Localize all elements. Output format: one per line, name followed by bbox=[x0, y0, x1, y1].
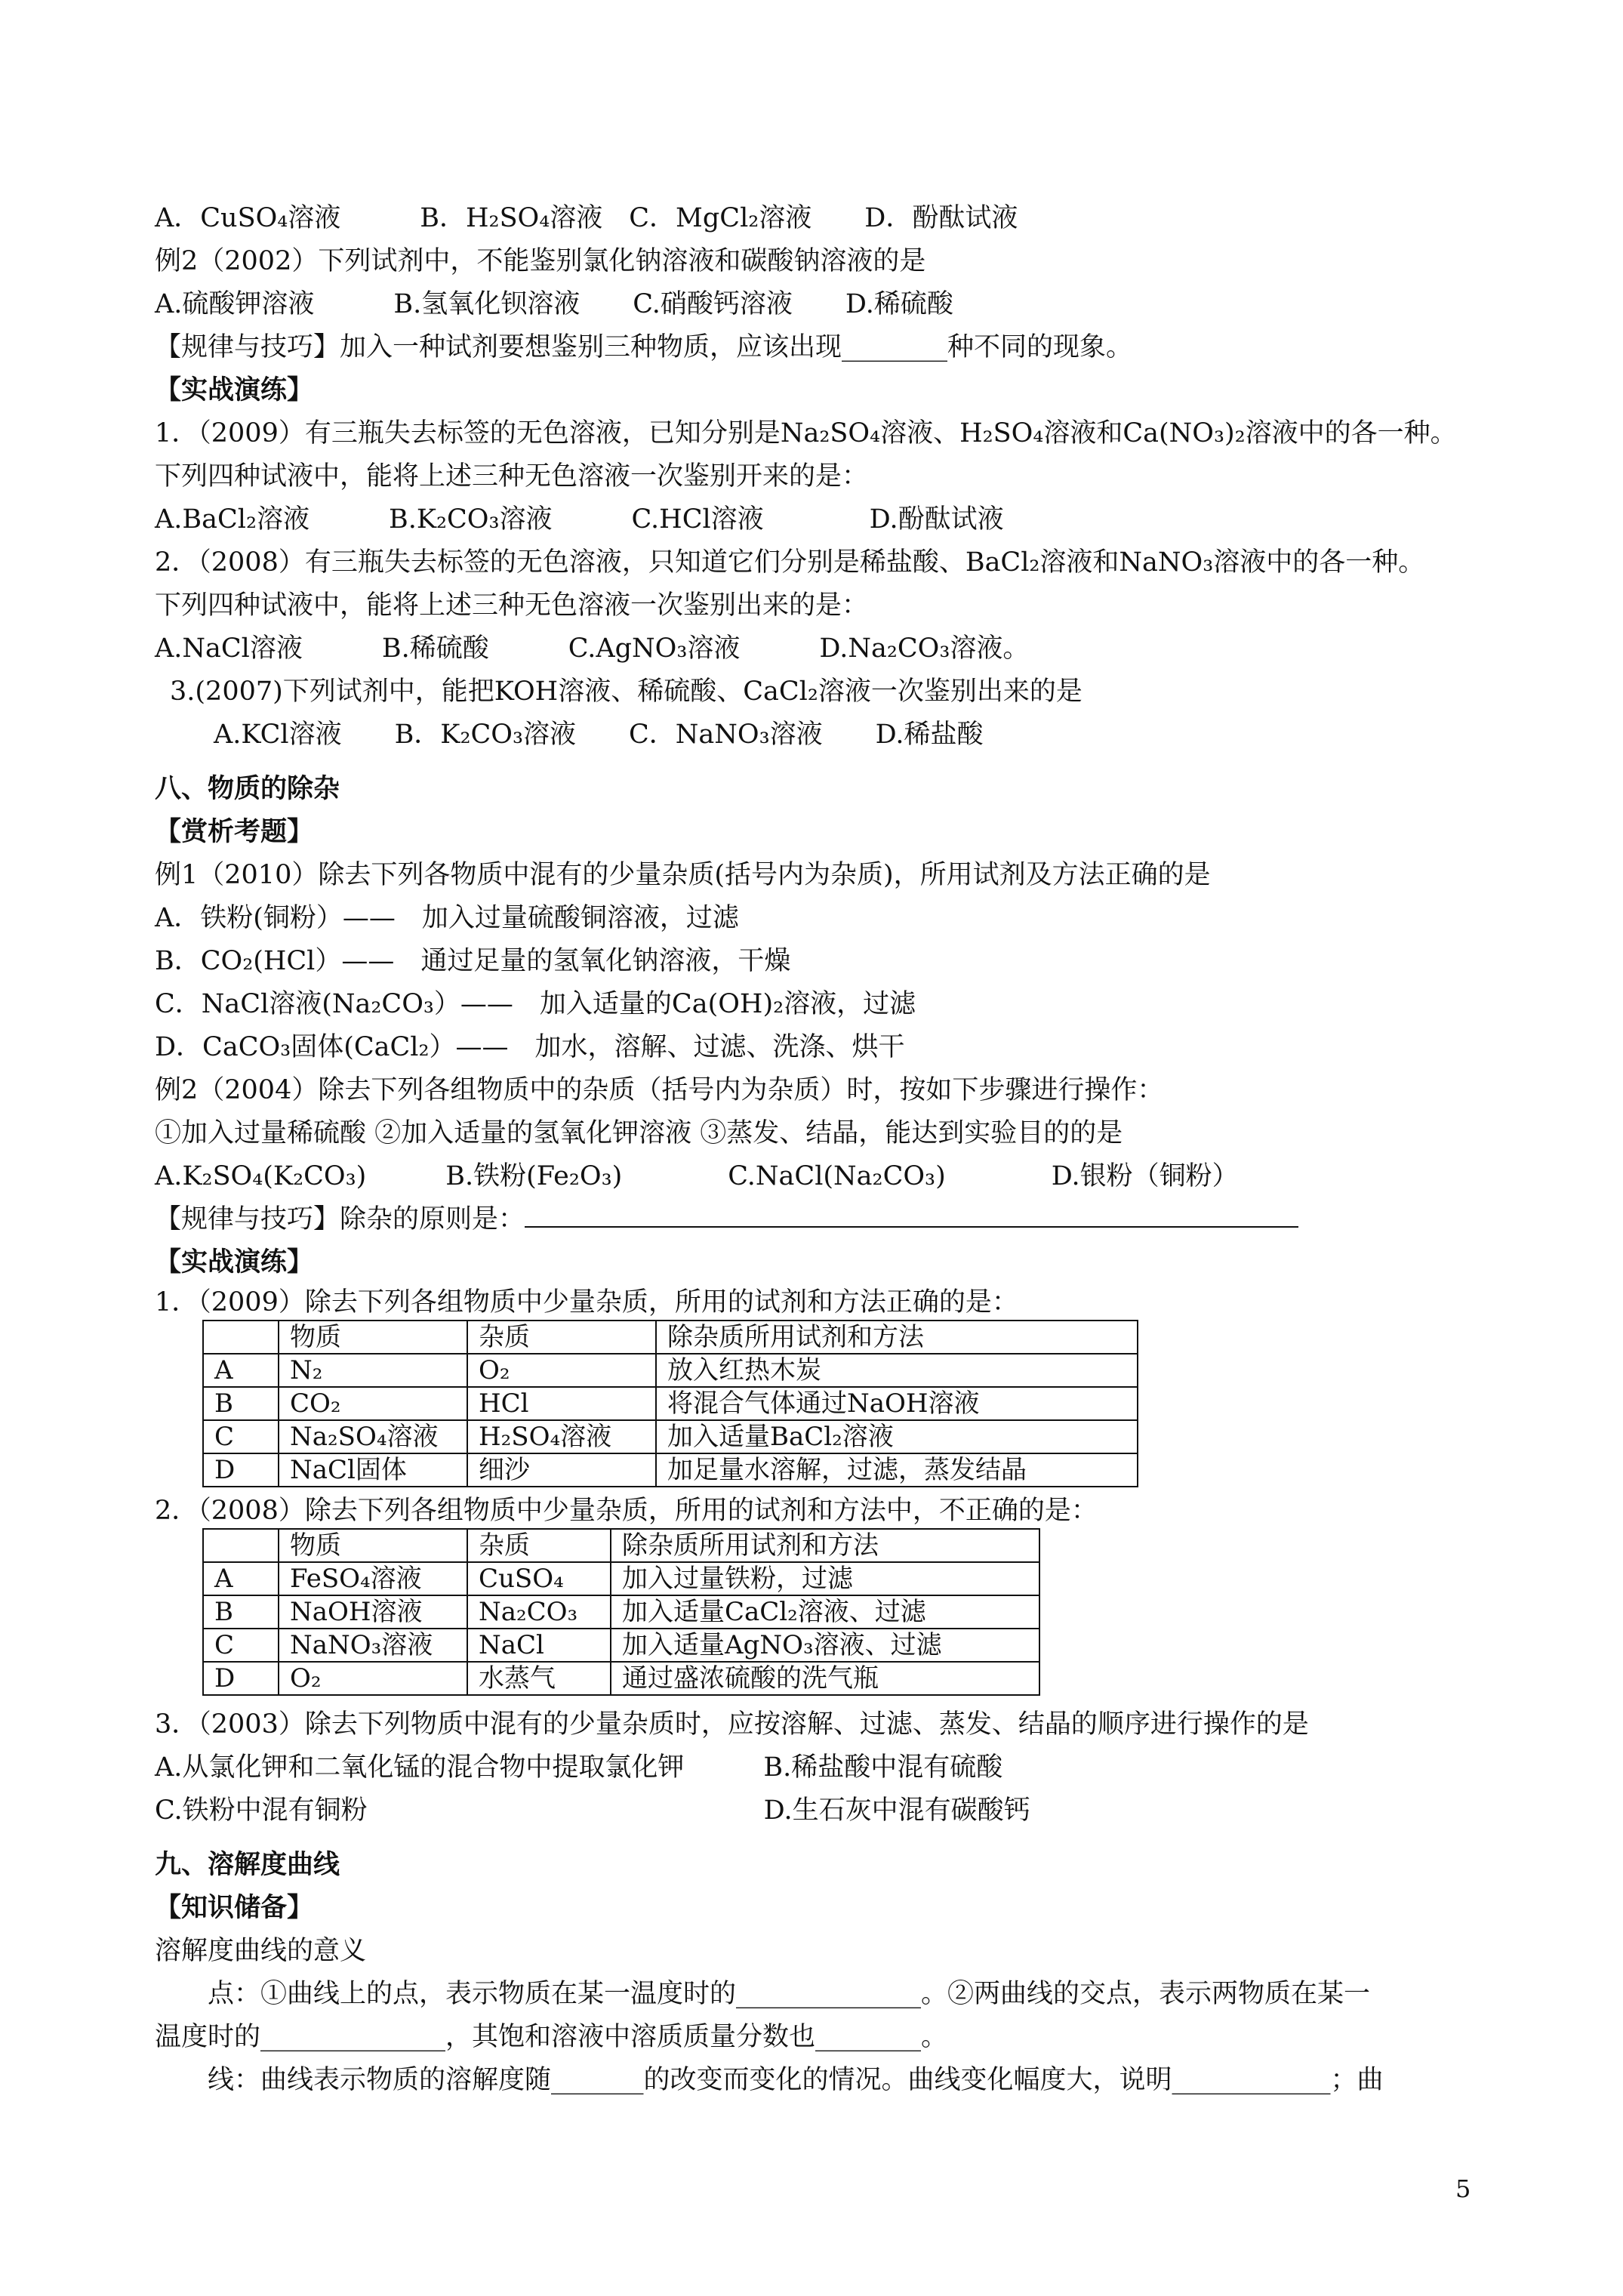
table-row bbox=[203, 1595, 1039, 1629]
table-cell: O₂ bbox=[467, 1354, 656, 1387]
table-row bbox=[203, 1629, 1039, 1662]
option-line: A.K₂SO₄(K₂CO₃) B.铁粉(Fe₂O₃) C.NaCl(Na₂CO₃) D.银粉（铜粉） bbox=[155, 1161, 1239, 1191]
option-line: A.从氯化钾和二氧化锰的混合物中提取氯化钾 B.稀盐酸中混有硫酸 bbox=[155, 1752, 1003, 1783]
table-cell: N₂ bbox=[279, 1354, 467, 1387]
question-line: 2．（2008）除去下列各组物质中少量杂质，所用的试剂和方法中，不正确的是： bbox=[155, 1496, 1098, 1526]
answer-blank[interactable] bbox=[525, 1203, 1298, 1228]
table-cell: 放入红热木炭 bbox=[656, 1354, 1138, 1387]
table-cell: 将混合气体通过NaOH溶液 bbox=[656, 1387, 1138, 1420]
table-cell: B bbox=[203, 1595, 279, 1629]
tip-line: 【规律与技巧】加入一种试剂要想鉴别三种物质，应该出现________种不同的现象。 bbox=[155, 332, 1133, 362]
table-header-row bbox=[203, 1529, 1039, 1562]
table-cell: A bbox=[203, 1354, 279, 1387]
table-cell: CO₂ bbox=[279, 1387, 467, 1420]
impurity-table-2 bbox=[202, 1528, 1040, 1696]
tip-label: 【规律与技巧】除杂的原则是： bbox=[155, 1204, 525, 1234]
table-row bbox=[203, 1562, 1039, 1595]
table-cell: 通过盛浓硫酸的洗气瓶 bbox=[611, 1662, 1039, 1695]
table-cell: HCl bbox=[467, 1387, 656, 1420]
option-line: D．CaCO₃固体(CaCl₂）—— 加水，溶解、过滤、洗涤、烘干 bbox=[155, 1032, 905, 1062]
table-header-row bbox=[203, 1321, 1138, 1354]
table-cell: 加入适量CaCl₂溶液、过滤 bbox=[611, 1595, 1039, 1629]
option-line: A．CuSO₄溶液 B．H₂SO₄溶液 C．MgCl₂溶液 D．酚酞试液 bbox=[155, 203, 1018, 233]
option-line: A.BaCl₂溶液 B.K₂CO₃溶液 C.HCl溶液 D.酚酞试液 bbox=[155, 504, 1004, 535]
section-heading: 八、物质的除杂 bbox=[155, 773, 340, 804]
table-cell: 加足量水溶解，过滤，蒸发结晶 bbox=[656, 1453, 1138, 1487]
table-row bbox=[203, 1420, 1138, 1453]
table-cell: 水蒸气 bbox=[467, 1662, 611, 1695]
paragraph-line: 线：曲线表示物质的溶解度随_______的改变而变化的情况。曲线变化幅度大，说明____________；曲 bbox=[155, 2065, 1384, 2095]
example-title: 例2（2002）下列试剂中，不能鉴别氯化钠溶液和碳酸钠溶液的是 bbox=[155, 246, 926, 276]
paragraph-line: 点：①曲线上的点，表示物质在某一温度时的______________。②两曲线的交点，表示两物质在某一 bbox=[155, 1979, 1371, 2009]
option-line: A.NaCl溶液 B.稀硫酸 C.AgNO₃溶液 D.Na₂CO₃溶液。 bbox=[155, 633, 1030, 664]
section-heading: 【实战演练】 bbox=[155, 374, 314, 405]
table-cell: CuSO₄ bbox=[467, 1562, 611, 1595]
question-line: 下列四种试液中，能将上述三种无色溶液一次鉴别出来的是： bbox=[155, 590, 869, 621]
table-cell: 除杂质所用试剂和方法 bbox=[611, 1529, 1039, 1562]
table-cell bbox=[203, 1321, 279, 1354]
table-cell: C bbox=[203, 1420, 279, 1453]
table-cell: NaNO₃溶液 bbox=[279, 1629, 467, 1662]
question-line: 下列四种试液中，能将上述三种无色溶液一次鉴别开来的是： bbox=[155, 461, 869, 492]
table-cell: B bbox=[203, 1387, 279, 1420]
table-cell: 杂质 bbox=[467, 1529, 611, 1562]
table-cell: 加入适量AgNO₃溶液、过滤 bbox=[611, 1629, 1039, 1662]
table-cell: 杂质 bbox=[467, 1321, 656, 1354]
table-cell: 加入适量BaCl₂溶液 bbox=[656, 1420, 1138, 1453]
question-line: 1．（2009）有三瓶失去标签的无色溶液，已知分别是Na₂SO₄溶液、H₂SO₄溶液和Ca(NO₃)₂溶液中的各一种。 bbox=[155, 418, 1457, 448]
table-cell: 物质 bbox=[279, 1321, 467, 1354]
table-row bbox=[203, 1453, 1138, 1487]
question-line: 1．（2009）除去下列各组物质中少量杂质，所用的试剂和方法正确的是： bbox=[155, 1287, 1018, 1318]
section-heading: 【知识储备】 bbox=[155, 1892, 314, 1923]
example-title: 例2（2004）除去下列各组物质中的杂质（括号内为杂质）时，按如下步骤进行操作： bbox=[155, 1075, 1164, 1105]
table-cell: D bbox=[203, 1662, 279, 1695]
table-cell: NaCl固体 bbox=[279, 1453, 467, 1487]
subsection-title: 溶解度曲线的意义 bbox=[155, 1936, 367, 1966]
question-line: 3.(2007)下列试剂中，能把KOH溶液、稀硫酸、CaCl₂溶液一次鉴别出来的是 bbox=[170, 676, 1083, 707]
paragraph-line: 温度时的______________，其饱和溶液中溶质质量分数也________。 bbox=[155, 2022, 948, 2052]
option-line: C．NaCl溶液(Na₂CO₃）—— 加入适量的Ca(OH)₂溶液，过滤 bbox=[155, 989, 916, 1019]
impurity-table-1 bbox=[202, 1320, 1138, 1487]
table-row bbox=[203, 1662, 1039, 1695]
option-line: C.铁粉中混有铜粉 D.生石灰中混有碳酸钙 bbox=[155, 1795, 1030, 1826]
table-cell: 细沙 bbox=[467, 1453, 656, 1487]
table-cell: Na₂SO₄溶液 bbox=[279, 1420, 467, 1453]
option-line: A．铁粉(铜粉）—— 加入过量硫酸铜溶液，过滤 bbox=[155, 903, 739, 933]
option-line: A.硫酸钾溶液 B.氢氧化钡溶液 C.硝酸钙溶液 D.稀硫酸 bbox=[155, 289, 953, 319]
table-cell: D bbox=[203, 1453, 279, 1487]
section-heading: 【实战演练】 bbox=[155, 1247, 314, 1277]
table-cell: NaCl bbox=[467, 1629, 611, 1662]
table-cell: NaOH溶液 bbox=[279, 1595, 467, 1629]
table-cell: 除杂质所用试剂和方法 bbox=[656, 1321, 1138, 1354]
table-cell: 加入过量铁粉，过滤 bbox=[611, 1562, 1039, 1595]
table-cell: 物质 bbox=[279, 1529, 467, 1562]
table-row bbox=[203, 1387, 1138, 1420]
page-number: 5 bbox=[1455, 2174, 1471, 2203]
tip-line bbox=[155, 1203, 1298, 1236]
option-line: B．CO₂(HCl）—— 通过足量的氢氧化钠溶液，干燥 bbox=[155, 946, 791, 976]
table-cell: Na₂CO₃ bbox=[467, 1595, 611, 1629]
question-line: 2．（2008）有三瓶失去标签的无色溶液，只知道它们分别是稀盐酸、BaCl₂溶液和NaNO₃溶液中的各一种。 bbox=[155, 547, 1425, 578]
table-row bbox=[203, 1354, 1138, 1387]
table-cell: A bbox=[203, 1562, 279, 1595]
table-cell: FeSO₄溶液 bbox=[279, 1562, 467, 1595]
section-heading: 九、溶解度曲线 bbox=[155, 1849, 340, 1880]
table-cell: C bbox=[203, 1629, 279, 1662]
section-heading: 【赏析考题】 bbox=[155, 816, 314, 847]
table-cell: H₂SO₄溶液 bbox=[467, 1420, 656, 1453]
table-cell bbox=[203, 1529, 279, 1562]
question-line: 3．（2003）除去下列物质中混有的少量杂质时，应按溶解、过滤、蒸发、结晶的顺序进行操作的是 bbox=[155, 1709, 1309, 1740]
question-line: ①加入过量稀硫酸 ②加入适量的氢氧化钾溶液 ③蒸发、结晶，能达到实验目的的是 bbox=[155, 1118, 1123, 1148]
option-line: A.KCl溶液 B．K₂CO₃溶液 C．NaNO₃溶液 D.稀盐酸 bbox=[214, 720, 984, 750]
table-cell: O₂ bbox=[279, 1662, 467, 1695]
example-title: 例1（2010）除去下列各物质中混有的少量杂质(括号内为杂质)，所用试剂及方法正确的是 bbox=[155, 860, 1211, 890]
